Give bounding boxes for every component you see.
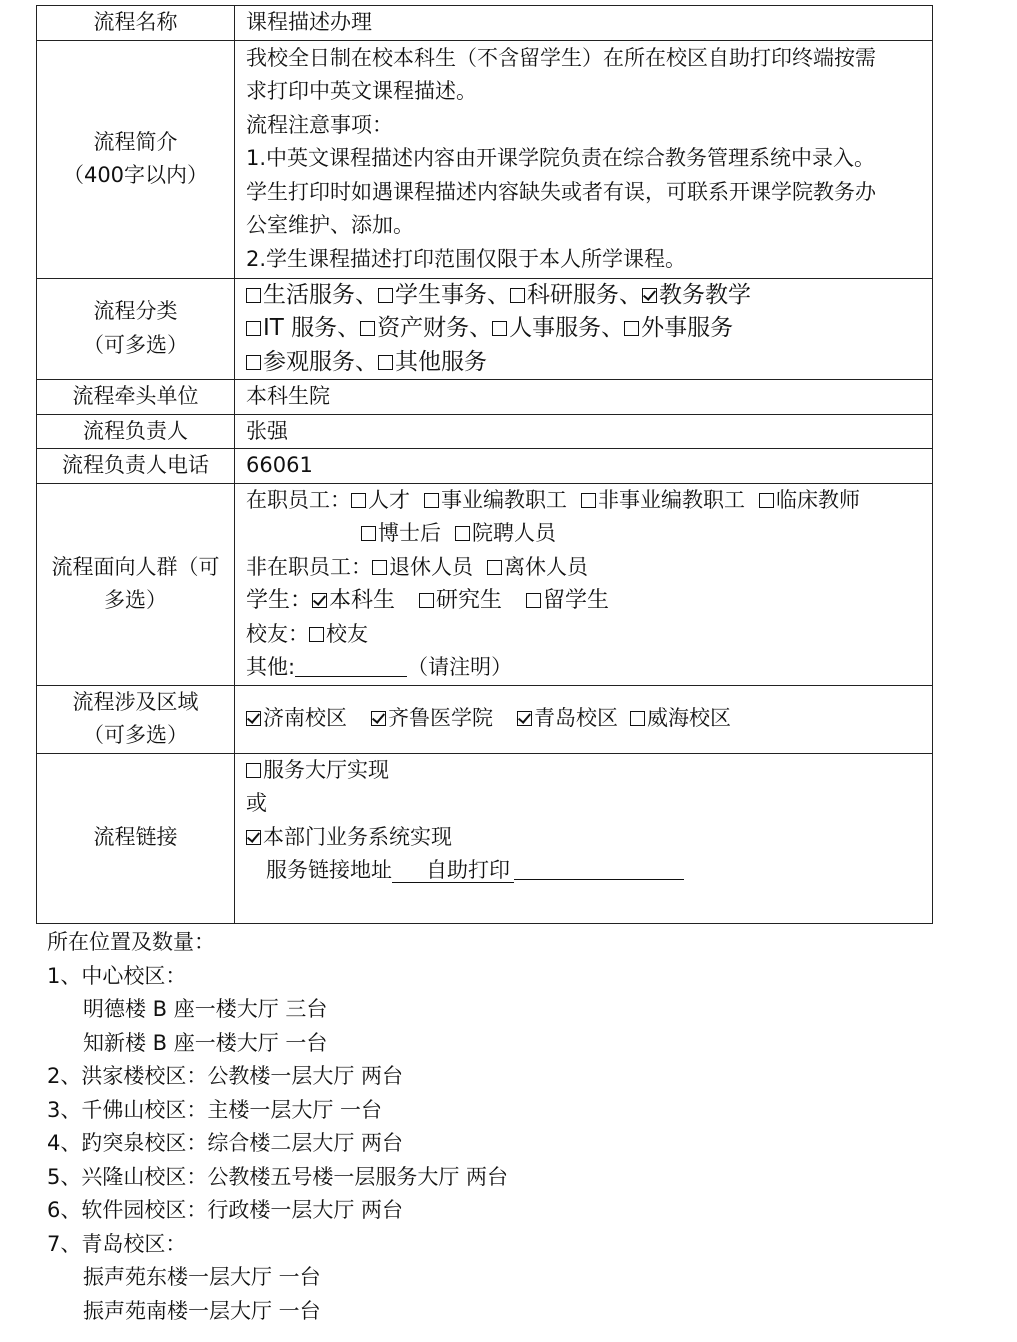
checkbox-icon[interactable] xyxy=(424,493,439,508)
category-option[interactable]: 生活服务 xyxy=(246,282,355,308)
location-item: 明德楼 B 座一楼大厅 三台 xyxy=(83,997,328,1021)
location-item: 1、中心校区： xyxy=(47,963,187,988)
checkbox-icon[interactable] xyxy=(309,627,324,642)
label-intro-sub: （400字以内） xyxy=(62,163,209,187)
row-lead-unit xyxy=(37,380,933,415)
label-audience-sub: 多选） xyxy=(104,588,167,612)
label-audience xyxy=(37,483,235,685)
location-item: 振声苑东楼一层大厅 一台 xyxy=(83,1265,321,1289)
label-owner: 流程负责人 xyxy=(37,414,235,449)
checkbox-icon[interactable] xyxy=(487,560,502,575)
checkbox-icon[interactable] xyxy=(526,593,541,608)
label-lead-unit: 流程牵头单位 xyxy=(37,380,235,415)
region-option[interactable]: 青岛校区 xyxy=(517,706,618,730)
other-label: 其他: xyxy=(246,655,296,679)
row-process-name xyxy=(37,6,933,41)
audience-option[interactable]: 人才 xyxy=(351,488,410,512)
checkbox-icon[interactable] xyxy=(378,288,393,303)
row-link xyxy=(37,753,933,923)
label-process-intro xyxy=(37,40,235,278)
checkbox-icon[interactable] xyxy=(360,321,375,336)
checkbox-icon[interactable] xyxy=(624,321,639,336)
alumni-label: 校友： xyxy=(246,621,309,646)
label-audience-main: 流程面向人群（可 xyxy=(51,554,220,579)
link-address-underline xyxy=(514,859,684,880)
checkbox-icon[interactable] xyxy=(455,526,470,541)
checked-checkbox-icon[interactable] xyxy=(642,288,657,303)
intro-line: 1.中英文课程描述内容由开课学院负责在综合教务管理系统中录入。 xyxy=(246,146,876,171)
checkbox-icon[interactable] xyxy=(372,560,387,575)
audience-option[interactable]: 退休人员 xyxy=(372,555,473,579)
intro-line: 2.学生课程描述打印范围仅限于本人所学课程。 xyxy=(246,246,687,271)
audience-option[interactable]: 院聘人员 xyxy=(455,521,556,545)
other-note: （请注明） xyxy=(407,655,513,679)
region-option[interactable]: 济南校区 xyxy=(246,706,347,730)
checkbox-icon[interactable] xyxy=(581,493,596,508)
checkbox-icon[interactable] xyxy=(759,493,774,508)
intro-line: 流程注意事项： xyxy=(246,112,393,137)
audience-option[interactable]: 临床教师 xyxy=(759,488,860,512)
checkbox-icon[interactable] xyxy=(492,321,507,336)
checkbox-icon[interactable] xyxy=(351,493,366,508)
value-process-name: 课程描述办理 xyxy=(235,6,933,41)
region-option[interactable]: 齐鲁医学院 xyxy=(371,706,493,730)
nonstaff-label: 非在职员工： xyxy=(246,554,372,579)
locations-section xyxy=(47,926,508,1328)
checkbox-icon[interactable] xyxy=(630,711,645,726)
locations-title: 所在位置及数量： xyxy=(47,930,215,954)
link-option-hall[interactable]: 服务大厅实现 xyxy=(246,758,389,782)
audience-option[interactable]: 本科生 xyxy=(312,588,395,613)
category-option[interactable]: 资产财务 xyxy=(360,315,469,341)
category-option[interactable]: 参观服务 xyxy=(246,349,355,375)
location-item: 4、趵突泉校区：综合楼二层大厅 两台 xyxy=(47,1131,404,1155)
process-form-table xyxy=(36,5,933,924)
location-item: 2、洪家楼校区：公教楼一层大厅 两台 xyxy=(47,1064,404,1088)
link-address-label: 服务链接地址 xyxy=(266,858,392,882)
location-item: 7、青岛校区： xyxy=(47,1231,187,1256)
label-category-sub: （可多选） xyxy=(83,332,188,357)
value-process-intro xyxy=(235,40,933,278)
label-owner-phone: 流程负责人电话 xyxy=(37,449,235,484)
value-owner: 张强 xyxy=(235,414,933,449)
checkbox-icon[interactable] xyxy=(246,355,261,370)
value-region xyxy=(235,685,933,753)
row-process-category xyxy=(37,278,933,380)
checkbox-icon[interactable] xyxy=(510,288,525,303)
location-item: 5、兴隆山校区：公教楼五号楼一层服务大厅 两台 xyxy=(47,1164,509,1189)
link-or: 或 xyxy=(246,791,267,815)
label-category-main: 流程分类 xyxy=(93,299,178,324)
label-region-main: 流程涉及区域 xyxy=(72,689,199,714)
audience-option[interactable]: 博士后 xyxy=(361,521,441,545)
intro-line: 求打印中英文课程描述。 xyxy=(246,79,477,104)
checked-checkbox-icon[interactable] xyxy=(312,593,327,608)
audience-option[interactable]: 留学生 xyxy=(526,588,609,613)
checked-checkbox-icon[interactable] xyxy=(246,830,261,845)
checked-checkbox-icon[interactable] xyxy=(371,711,386,726)
student-label: 学生： xyxy=(246,588,313,613)
row-owner-phone xyxy=(37,449,933,484)
label-process-category xyxy=(37,278,235,380)
value-process-category: 生活服务、 学生事务、 科研服务、 教务教学 IT 服务、 资产财务、 人事服务、 外事服务 参观服务、 其他服务 xyxy=(235,278,933,380)
checkbox-icon[interactable] xyxy=(378,355,393,370)
audience-option[interactable]: 校友 xyxy=(309,622,368,646)
region-option[interactable]: 威海校区 xyxy=(630,706,731,730)
location-item: 知新楼 B 座一楼大厅 一台 xyxy=(83,1030,328,1055)
value-lead-unit: 本科生院 xyxy=(235,380,933,415)
checkbox-icon[interactable] xyxy=(246,321,261,336)
staff-label: 在职员工： xyxy=(246,487,351,512)
intro-line: 我校全日制在校本科生（不含留学生）在所在校区自助打印终端按需 xyxy=(246,45,876,70)
category-option[interactable]: IT 服务 xyxy=(246,315,337,341)
value-audience xyxy=(235,483,933,685)
checkbox-icon[interactable] xyxy=(246,763,261,778)
checkbox-icon[interactable] xyxy=(246,288,261,303)
label-link: 流程链接 xyxy=(37,753,235,923)
row-process-intro xyxy=(37,40,933,278)
category-option[interactable]: 学生事务 xyxy=(378,282,487,308)
category-option[interactable]: 教务教学 xyxy=(642,282,751,308)
intro-line: 学生打印时如遇课程描述内容缺失或者有误，可联系开课学院教务办 xyxy=(246,179,876,204)
location-item: 6、软件园校区：行政楼一层大厅 两台 xyxy=(47,1198,404,1222)
checked-checkbox-icon[interactable] xyxy=(246,711,261,726)
other-input[interactable] xyxy=(295,656,407,677)
audience-option[interactable]: 研究生 xyxy=(419,588,502,613)
category-option[interactable]: 科研服务 xyxy=(510,282,619,308)
checkbox-icon[interactable] xyxy=(361,526,376,541)
link-option-dept[interactable]: 本部门业务系统实现 xyxy=(246,825,452,849)
audience-option[interactable]: 非事业编教职工 xyxy=(581,488,745,512)
category-option[interactable]: 人事服务 xyxy=(492,315,601,341)
value-link xyxy=(235,753,933,923)
row-region xyxy=(37,685,933,753)
row-owner xyxy=(37,414,933,449)
audience-option[interactable]: 事业编教职工 xyxy=(424,488,567,512)
checkbox-icon[interactable] xyxy=(419,593,434,608)
location-item: 振声苑南楼一层大厅 一台 xyxy=(83,1298,321,1323)
label-process-name: 流程名称 xyxy=(37,6,235,41)
category-option[interactable]: 其他服务 xyxy=(378,349,487,375)
label-intro-main: 流程简介 xyxy=(93,129,178,154)
link-address-value[interactable]: 自助打印 xyxy=(392,858,514,883)
checked-checkbox-icon[interactable] xyxy=(517,711,532,726)
intro-line: 公室维护、添加。 xyxy=(246,213,414,238)
row-audience xyxy=(37,483,933,685)
label-region-sub: （可多选） xyxy=(83,723,188,747)
label-region xyxy=(37,685,235,753)
value-owner-phone: 66061 xyxy=(235,449,933,484)
location-item: 3、千佛山校区：主楼一层大厅 一台 xyxy=(47,1097,383,1122)
audience-option[interactable]: 离休人员 xyxy=(487,555,588,579)
category-option[interactable]: 外事服务 xyxy=(624,315,733,341)
